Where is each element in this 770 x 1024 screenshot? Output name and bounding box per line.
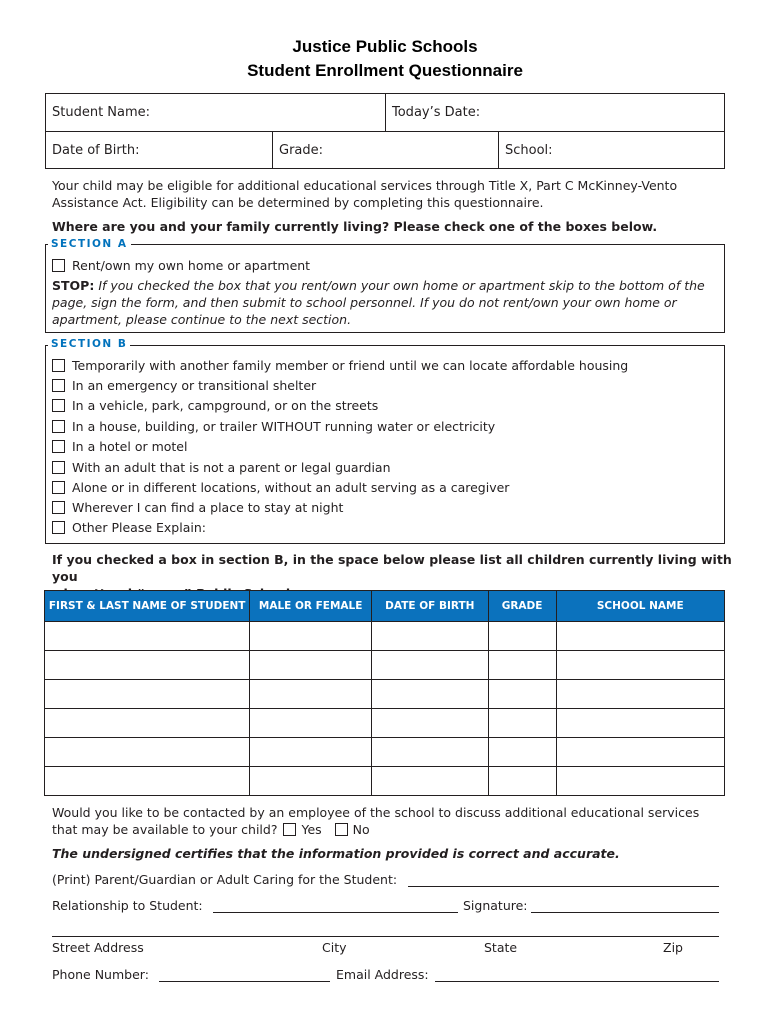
street-label: Street Address	[52, 940, 144, 955]
checkbox-shelter[interactable]	[52, 379, 65, 392]
section-b-option[interactable]	[52, 417, 495, 435]
option-label: Other Please Explain:	[72, 519, 206, 535]
contact-line-1: Would you like to be contacted by an employee of the school to discuss additional educational services	[52, 805, 700, 820]
column-header: MALE OR FEMALE	[250, 591, 372, 622]
children-instruction-line-1: If you checked a box in section B, in the space below please list all children currently living with you	[52, 552, 732, 584]
option-label: In a house, building, or trailer WITHOUT running water or electricity	[72, 418, 496, 434]
option-label: With an adult that is not a parent or legal guardian	[72, 459, 391, 475]
dob-cell[interactable]	[371, 651, 488, 680]
city-label: City	[322, 940, 347, 955]
relationship-line[interactable]	[213, 912, 458, 913]
name-cell[interactable]	[45, 651, 250, 680]
signature-label: Signature:	[463, 898, 528, 913]
name-cell[interactable]	[45, 709, 250, 738]
stop-note	[52, 277, 722, 328]
sex-cell[interactable]	[250, 651, 372, 680]
dob-cell[interactable]	[371, 767, 488, 796]
certification-statement: The undersigned certifies that the information provided is correct and accurate.	[52, 846, 620, 861]
intro-text	[52, 177, 742, 211]
zip-label: Zip	[663, 940, 683, 955]
school-field[interactable]	[498, 132, 724, 169]
table-row	[45, 651, 725, 680]
email-line[interactable]	[435, 981, 719, 982]
section-b-option[interactable]	[52, 376, 316, 394]
grade-field[interactable]	[272, 132, 498, 169]
checkbox-vehicle[interactable]	[52, 399, 65, 412]
dob-field[interactable]	[46, 132, 272, 169]
school-cell[interactable]	[556, 767, 725, 796]
school-cell[interactable]	[556, 622, 725, 651]
stop-line-2: page, sign the form, and then submit to school personnel. If you do not rent/own your own home or	[52, 295, 677, 310]
table-row	[45, 622, 725, 651]
grade-cell[interactable]	[488, 767, 556, 796]
section-b-option[interactable]	[52, 498, 343, 516]
grade-cell[interactable]	[488, 622, 556, 651]
sex-cell[interactable]	[250, 622, 372, 651]
section-b-option[interactable]	[52, 396, 378, 414]
table-row	[45, 680, 725, 709]
table-row	[45, 738, 725, 767]
checkbox-yes[interactable]	[283, 823, 296, 836]
dob-label: Date of Birth:	[52, 143, 140, 158]
dob-cell[interactable]	[371, 709, 488, 738]
checkbox-wherever[interactable]	[52, 501, 65, 514]
name-cell[interactable]	[45, 767, 250, 796]
section-b-option[interactable]	[52, 437, 187, 455]
column-header: SCHOOL NAME	[556, 591, 725, 622]
stop-line-3: apartment, please continue to the next section.	[52, 312, 352, 327]
form-title: Justice Public Schools	[292, 37, 478, 56]
table-row	[45, 767, 725, 796]
phone-line[interactable]	[159, 981, 330, 982]
dob-cell[interactable]	[371, 622, 488, 651]
state-label: State	[484, 940, 518, 955]
section-b-option[interactable]	[52, 478, 509, 496]
info-row-1	[46, 94, 724, 132]
name-cell[interactable]	[45, 738, 250, 767]
student-name-field[interactable]	[46, 94, 385, 131]
grade-label: Grade:	[279, 143, 324, 158]
contact-line-2: that may be available to your child?	[52, 822, 278, 837]
table-row	[45, 709, 725, 738]
name-cell[interactable]	[45, 622, 250, 651]
children-table	[44, 590, 725, 796]
school-cell[interactable]	[556, 651, 725, 680]
student-info-table	[45, 93, 725, 169]
print-name-label: (Print) Parent/Guardian or Adult Caring for the Student:	[52, 872, 398, 887]
option-label: In a vehicle, park, campground, or on the streets	[72, 397, 379, 413]
section-b-label: SECTION B	[48, 338, 130, 350]
school-label: School:	[505, 143, 553, 158]
school-cell[interactable]	[556, 709, 725, 738]
school-cell[interactable]	[556, 680, 725, 709]
intro-line-1: Your child may be eligible for additional educational services through Title X, Part C McKinney-Vento	[52, 178, 678, 193]
todays-date-label: Today’s Date:	[392, 105, 481, 120]
todays-date-field[interactable]	[385, 94, 724, 131]
stop-line-1: If you checked the box that you rent/own your own home or apartment skip to the bottom of the	[98, 278, 705, 293]
checkbox-temporary-family[interactable]	[52, 359, 65, 372]
no-label: No	[352, 822, 370, 837]
section-a-label: SECTION A	[48, 238, 131, 250]
yes-label: Yes	[301, 822, 322, 837]
form-subtitle: Student Enrollment Questionnaire	[247, 61, 523, 80]
column-header: DATE OF BIRTH	[371, 591, 488, 622]
grade-cell[interactable]	[488, 651, 556, 680]
table-header-row	[45, 591, 725, 622]
option-label: In a hotel or motel	[72, 438, 188, 454]
intro-line-2: Assistance Act. Eligibility can be determined by completing this questionnaire.	[52, 195, 544, 210]
checkbox-no-utilities[interactable]	[52, 420, 65, 433]
option-label: Alone or in different locations, without an adult serving as a caregiver	[72, 479, 510, 495]
dob-cell[interactable]	[371, 680, 488, 709]
column-header: FIRST & LAST NAME OF STUDENT	[45, 591, 250, 622]
option-label: In an emergency or transitional shelter	[72, 377, 317, 393]
option-label: Temporarily with another family member or friend until we can locate affordable housing	[72, 357, 629, 373]
grade-cell[interactable]	[488, 709, 556, 738]
checkbox-no[interactable]	[335, 823, 348, 836]
option-label: Rent/own my own home or apartment	[72, 257, 311, 273]
relationship-label: Relationship to Student:	[52, 898, 203, 913]
section-a-option[interactable]	[52, 256, 310, 274]
checkbox-rent-own[interactable]	[52, 259, 65, 272]
section-b-option[interactable]	[52, 518, 206, 536]
grade-cell[interactable]	[488, 738, 556, 767]
option-label: Wherever I can find a place to stay at night	[72, 499, 344, 515]
email-label: Email Address:	[336, 967, 429, 982]
sex-cell[interactable]	[250, 709, 372, 738]
column-header: GRADE	[488, 591, 556, 622]
checkbox-alone[interactable]	[52, 481, 65, 494]
info-row-2	[46, 132, 724, 169]
school-cell[interactable]	[556, 738, 725, 767]
contact-question	[52, 804, 742, 838]
section-b-option[interactable]	[52, 356, 628, 374]
sex-cell[interactable]	[250, 680, 372, 709]
checkbox-hotel[interactable]	[52, 440, 65, 453]
section-b-option[interactable]	[52, 458, 391, 476]
student-name-label: Student Name:	[52, 105, 151, 120]
checkbox-non-guardian[interactable]	[52, 461, 65, 474]
print-name-line[interactable]	[408, 886, 719, 887]
stop-label: STOP:	[52, 278, 95, 293]
sex-cell[interactable]	[250, 738, 372, 767]
phone-label: Phone Number:	[52, 967, 149, 982]
address-line[interactable]	[52, 936, 719, 937]
dob-cell[interactable]	[371, 738, 488, 767]
living-question: Where are you and your family currently living? Please check one of the boxes below.	[52, 219, 658, 234]
name-cell[interactable]	[45, 680, 250, 709]
sex-cell[interactable]	[250, 767, 372, 796]
signature-line[interactable]	[531, 912, 719, 913]
checkbox-other[interactable]	[52, 521, 65, 534]
grade-cell[interactable]	[488, 680, 556, 709]
